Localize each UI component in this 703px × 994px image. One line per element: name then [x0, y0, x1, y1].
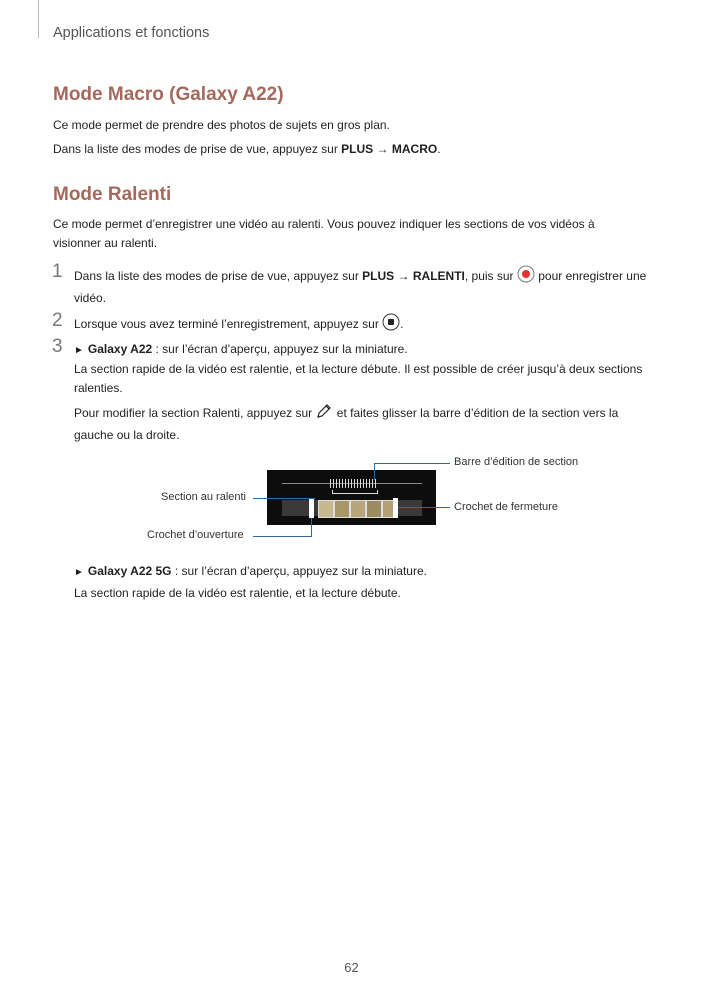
closing-bracket-handle[interactable] — [393, 498, 398, 518]
label-edit-bar: Barre d’édition de section — [454, 456, 579, 468]
edit-pencil-icon — [315, 402, 333, 426]
step-1-number: 1 — [52, 261, 63, 282]
thumbnail-frame — [318, 500, 334, 518]
macro-paragraph-1: Ce mode permet de prendre des photos de sujets en gros plan. — [53, 118, 390, 132]
record-icon — [517, 265, 535, 289]
opening-bracket-handle[interactable] — [309, 498, 314, 518]
thumbnail-frame — [366, 500, 382, 518]
thumbnail-frame — [350, 500, 366, 518]
page-rule — [38, 0, 39, 38]
page-number: 62 — [344, 960, 359, 975]
running-head: Applications et fonctions — [53, 25, 210, 41]
section-edit-bracket — [332, 490, 378, 494]
step-5g-line-1: ► Galaxy A22 5G : sur l’écran d’aperçu, appuyez sur la miniature. — [74, 562, 427, 582]
callout-line — [253, 536, 312, 537]
thumbnail-frame — [334, 500, 350, 518]
step-3-number: 3 — [52, 336, 63, 357]
macro-title: Mode Macro (Galaxy A22) — [53, 84, 284, 105]
step-2-number: 2 — [52, 310, 63, 331]
callout-line — [374, 463, 450, 464]
callout-line — [311, 518, 312, 536]
step-5g-line-2: La section rapide de la vidéo est ralentie, et la lecture débute. — [74, 586, 401, 600]
section-edit-bar[interactable] — [330, 479, 378, 488]
step-3-line-1: ► Galaxy A22 : sur l’écran d’aperçu, appuyez sur la miniature. — [74, 340, 408, 360]
ralenti-title: Mode Ralenti — [53, 184, 172, 205]
label-slow-section: Section au ralenti — [161, 491, 246, 503]
step-3-line-2: La section rapide de la vidéo est ralentie, et la lecture débute. Il est possible de créer jusqu’à deux sections ralenties. — [74, 362, 643, 395]
step-1-text: Dans la liste des modes de prise de vue, appuyez sur PLUS → RALENTI, puis sur pour enregistrer une vidéo. — [74, 265, 664, 308]
ralenti-intro: Ce mode permet d’enregistrer une vidéo au ralenti. Vous pouvez indiquer les sections de vos vidéos à visionner au ralenti. — [53, 217, 595, 250]
label-closing-bracket: Crochet de fermeture — [454, 501, 558, 513]
callout-line — [253, 498, 315, 499]
step-2-text: Lorsque vous avez terminé l’enregistrement, appuyez sur . — [74, 313, 404, 337]
label-opening-bracket: Crochet d’ouverture — [147, 529, 244, 541]
callout-line — [374, 463, 375, 480]
callout-line — [398, 507, 450, 508]
stop-icon — [382, 313, 400, 337]
macro-paragraph-2: Dans la liste des modes de prise de vue, appuyez sur PLUS → MACRO. — [53, 142, 441, 156]
step-3-line-3: Pour modifier la section Ralenti, appuyez sur et faites glisser la barre d’édition de la section vers la gauche ou la droite. — [74, 402, 654, 445]
model-marker: ► — [74, 567, 84, 578]
model-marker: ► — [74, 345, 84, 356]
